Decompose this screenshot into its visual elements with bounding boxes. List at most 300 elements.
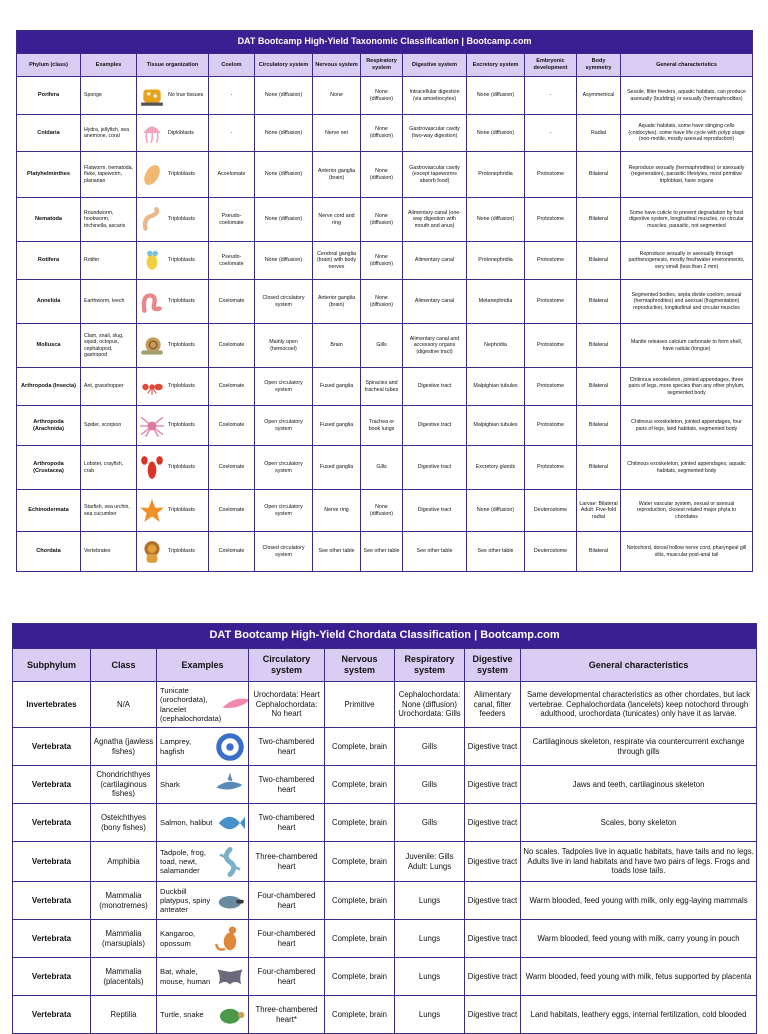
digestive-cell: Digestive tract (465, 920, 521, 958)
class-cell: Mammalia (monotremes) (91, 882, 157, 920)
circulatory-cell: Open circulatory system (255, 368, 313, 406)
table-row (17, 198, 753, 242)
examples-cell: Clam, snail, slug, squid, octopus, cephalopod, gastropod (81, 324, 137, 368)
column-header: Phylum (class) (17, 54, 81, 77)
respiratory-cell: Lungs (395, 958, 465, 996)
respiratory-cell: Gills (395, 804, 465, 842)
table-row (13, 920, 757, 958)
earthworm-icon (139, 289, 165, 315)
general-characteristics-cell: Land habitats, leathery eggs, internal fertilization, cold blooded (521, 996, 757, 1034)
examples-label: Tadpole, frog, toad, newt, salamander (160, 847, 207, 876)
respiratory-cell: See other table (361, 532, 403, 572)
column-header: Body symmetry (577, 54, 621, 77)
respiratory-cell: Gills (361, 446, 403, 490)
rotifer-icon (139, 248, 165, 274)
circulatory-cell: Open circulatory system (255, 406, 313, 446)
column-header: Circulatory system (249, 649, 325, 682)
column-header: Nervous system (313, 54, 361, 77)
coelom-cell: Pseudo-coelomate (209, 198, 255, 242)
digestive-cell: Gastrovascular cavity (except tapeworms absorb food) (403, 152, 467, 198)
tissue-cell (137, 77, 209, 115)
ant-icon (139, 374, 165, 400)
excretory-cell: Metanephridia (467, 280, 525, 324)
excretory-cell: Protonephridia (467, 242, 525, 280)
phylum-cell: Arthropoda (Arachnida) (17, 406, 81, 446)
coelom-cell: Coelomate (209, 532, 255, 572)
table-row (17, 280, 753, 324)
symmetry-cell: Asymmetrical (577, 77, 621, 115)
column-header: General characteristics (521, 649, 757, 682)
general-characteristics-cell: Scales, bony skeleton (521, 804, 757, 842)
nervous-cell: Nerve net (313, 115, 361, 152)
circulatory-cell: None (diffusion) (255, 115, 313, 152)
digestive-cell: Digestive tract (403, 490, 467, 532)
jellyfish-icon (139, 120, 165, 146)
tissue-label: Triploblasts (168, 548, 195, 555)
examples-cell: Roundworm, hookworm, trichinella, ascaris (81, 198, 137, 242)
general-characteristics-cell: Same developmental characteristics as other chordates, but lack vertebrae. Cephalochordata (lancelets) keep notochord through adulthood, urochordata (tunicates) only have it as larvae. (521, 682, 757, 728)
phylum-cell: Cnidaria (17, 115, 81, 152)
nervous-cell: Complete, brain (325, 996, 395, 1034)
coelom-cell: Coelomate (209, 280, 255, 324)
digestive-cell: Digestive tract (465, 958, 521, 996)
subphylum-cell: Vertebrata (13, 766, 91, 804)
class-cell: Osteichthyes (bony fishes) (91, 804, 157, 842)
subphylum-cell: Invertebrates (13, 682, 91, 728)
respiratory-cell: None (diffusion) (361, 152, 403, 198)
digestive-cell: Alimentary canal, filter feeders (465, 682, 521, 728)
column-header: Embryonic development (525, 54, 577, 77)
symmetry-cell: Bilateral (577, 406, 621, 446)
examples-label: Kangaroo, opossum (160, 929, 196, 948)
general-characteristics-cell: Segmented bodies, septa divide coelom, sexual (hermaphrodites) and asexual (fragmentation) reproduction, longitudinal and circular muscles (621, 280, 753, 324)
class-cell: N/A (91, 682, 157, 728)
tissue-cell (137, 368, 209, 406)
digestive-cell: Digestive tract (403, 406, 467, 446)
taxonomic-classification-table (16, 30, 753, 572)
tissue-label: Triploblasts (168, 257, 195, 264)
table-row (17, 490, 753, 532)
tissue-label: Triploblasts (168, 342, 195, 349)
circulatory-cell: Four-chambered heart (249, 958, 325, 996)
general-characteristics-cell: Reproduce sexually or asexually through parthenogenesis, mostly freshwater environments, very small (less than 2 mm) (621, 242, 753, 280)
general-characteristics-cell: Warm blooded, feed young with milk, only egg-laying mammals (521, 882, 757, 920)
table-row (17, 368, 753, 406)
embryonic-cell: Protostome (525, 198, 577, 242)
examples-cell: Earthworm, leech (81, 280, 137, 324)
respiratory-cell: None (diffusion) (361, 198, 403, 242)
examples-cell (157, 920, 249, 958)
digestive-cell: See other table (403, 532, 467, 572)
table-row (17, 115, 753, 152)
kangaroo-icon (215, 924, 245, 954)
examples-label: Turtle, snake (160, 1009, 204, 1019)
phylum-cell: Arthropoda (Crustacea) (17, 446, 81, 490)
fish-icon (215, 808, 245, 838)
examples-cell: Hydra, jellyfish, sea anemone, coral (81, 115, 137, 152)
tissue-cell (137, 198, 209, 242)
coelom-cell: Coelomate (209, 490, 255, 532)
coelom-cell: Coelomate (209, 368, 255, 406)
column-header: Digestive system (465, 649, 521, 682)
table-row (17, 242, 753, 280)
chordata-header-row (13, 649, 757, 682)
symmetry-cell: Bilateral (577, 280, 621, 324)
circulatory-cell: None (diffusion) (255, 77, 313, 115)
column-header: Subphylum (13, 649, 91, 682)
lancelet-icon (221, 690, 248, 720)
respiratory-cell: Gills (395, 728, 465, 766)
tissue-cell (137, 490, 209, 532)
general-characteristics-cell: Notochord, dorsal hollow nerve cord, pharyngeal gill slits, muscular post-anal tail (621, 532, 753, 572)
subphylum-cell: Vertebrata (13, 958, 91, 996)
tissue-label: Triploblasts (168, 507, 195, 514)
nervous-cell: Cerebral ganglia (brain) with body nerves (313, 242, 361, 280)
digestive-cell: Alimentary canal (one-way digestion with mouth and anus) (403, 198, 467, 242)
examples-cell: Flatworm, trematoda, fluke, tapeworm, planarian (81, 152, 137, 198)
general-characteristics-cell: Chitinous exoskeleton, jointed appendages, aquatic habitats, segmented body (621, 446, 753, 490)
examples-label: Salmon, halibut (160, 817, 213, 827)
class-cell: Agnatha (jawless fishes) (91, 728, 157, 766)
digestive-cell: Digestive tract (403, 446, 467, 490)
turtle-icon (215, 1000, 245, 1030)
examples-label: Duckbill platypus, spiny anteater (160, 886, 211, 915)
nervous-cell: See other table (313, 532, 361, 572)
lobster-icon (139, 455, 165, 481)
tissue-label: Diploblasts (168, 129, 194, 136)
table-row (17, 532, 753, 572)
class-cell: Amphibia (91, 842, 157, 882)
embryonic-cell: Deuterostome (525, 532, 577, 572)
examples-cell: Starfish, sea urchin, sea cucumber (81, 490, 137, 532)
column-header: Circulatory system (255, 54, 313, 77)
phylum-cell: Arthropoda (Insecta) (17, 368, 81, 406)
embryonic-cell: Protostome (525, 368, 577, 406)
respiratory-cell: Juvenile: Gills Adult: Lungs (395, 842, 465, 882)
general-characteristics-cell: Warm blooded, feed young with milk, fetus supported by placenta (521, 958, 757, 996)
taxonomy-header-row (17, 54, 753, 77)
table-row (17, 77, 753, 115)
embryonic-cell: - (525, 77, 577, 115)
tissue-cell (137, 280, 209, 324)
digestive-cell: Alimentary canal (403, 280, 467, 324)
tissue-cell (137, 446, 209, 490)
nervous-cell: Complete, brain (325, 882, 395, 920)
general-characteristics-cell: No scales. Tadpoles live in aquatic habitats, have tails and no legs. Adults live in land habitats and have two pairs of legs. Frogs and toads lose tails. (521, 842, 757, 882)
nervous-cell: Brain (313, 324, 361, 368)
examples-cell (157, 766, 249, 804)
digestive-cell: Digestive tract (465, 728, 521, 766)
circulatory-cell: Two-chambered heart (249, 804, 325, 842)
circulatory-cell: None (diffusion) (255, 152, 313, 198)
tissue-cell (137, 324, 209, 368)
circulatory-cell: Four-chambered heart (249, 920, 325, 958)
digestive-cell: Digestive tract (403, 368, 467, 406)
examples-cell: Sponge (81, 77, 137, 115)
tissue-cell (137, 152, 209, 198)
tissue-label: Triploblasts (168, 171, 195, 178)
column-header: Examples (157, 649, 249, 682)
flatworm-icon (139, 162, 165, 188)
tissue-label: Triploblasts (168, 216, 195, 223)
chordata-body (13, 682, 757, 1034)
roundworm-icon (139, 207, 165, 233)
circulatory-cell: Three-chambered heart (249, 842, 325, 882)
examples-cell: Spider, scorpion (81, 406, 137, 446)
circulatory-cell: Closed circulatory system (255, 532, 313, 572)
excretory-cell: None (diffusion) (467, 77, 525, 115)
digestive-cell: Digestive tract (465, 882, 521, 920)
symmetry-cell: Bilateral (577, 532, 621, 572)
phylum-cell: Mollusca (17, 324, 81, 368)
embryonic-cell: Protostome (525, 152, 577, 198)
column-header: Excretory system (467, 54, 525, 77)
nervous-cell: Complete, brain (325, 766, 395, 804)
tissue-cell (137, 115, 209, 152)
nervous-cell: Fused ganglia (313, 406, 361, 446)
examples-cell (157, 842, 249, 882)
respiratory-cell: Gills (361, 324, 403, 368)
embryonic-cell: Deuterostome (525, 490, 577, 532)
snail-icon (139, 333, 165, 359)
digestive-cell: Alimentary canal (403, 242, 467, 280)
shark-icon (215, 770, 245, 800)
subphylum-cell: Vertebrata (13, 882, 91, 920)
nervous-cell: Complete, brain (325, 728, 395, 766)
nervous-cell: Primitive (325, 682, 395, 728)
chordata-classification-table (12, 623, 757, 1034)
tissue-cell (137, 406, 209, 446)
table-row (13, 682, 757, 728)
tissue-cell (137, 532, 209, 572)
class-cell: Chondrichthyes (cartilaginous fishes) (91, 766, 157, 804)
respiratory-cell: Lungs (395, 920, 465, 958)
nervous-cell: Complete, brain (325, 804, 395, 842)
embryonic-cell: Protostome (525, 280, 577, 324)
excretory-cell: Nephridia (467, 324, 525, 368)
symmetry-cell: Bilateral (577, 324, 621, 368)
examples-cell (157, 958, 249, 996)
column-header: Respiratory system (361, 54, 403, 77)
table-row (17, 324, 753, 368)
examples-label: Shark (160, 779, 180, 789)
phylum-cell: Nematoda (17, 198, 81, 242)
chordata-title: DAT Bootcamp High-Yield Chordata Classification | Bootcamp.com (13, 624, 757, 649)
respiratory-cell: None (diffusion) (361, 490, 403, 532)
nervous-cell: Complete, brain (325, 920, 395, 958)
bat-icon (215, 962, 245, 992)
respiratory-cell: None (diffusion) (361, 77, 403, 115)
respiratory-cell: Spiracles and tracheal tubes (361, 368, 403, 406)
circulatory-cell: Open circulatory system (255, 490, 313, 532)
table-row (13, 842, 757, 882)
general-characteristics-cell: Water vascular system, sexual or asexual reproduction, closest related major phyla to chordates (621, 490, 753, 532)
symmetry-cell: Larvae: Bilateral Adult: Five-fold radial (577, 490, 621, 532)
column-header: Coelom (209, 54, 255, 77)
embryonic-cell: Protostome (525, 242, 577, 280)
digestive-cell: Gastrovascular cavity (two-way digestion) (403, 115, 467, 152)
column-header: Class (91, 649, 157, 682)
taxonomy-body (17, 77, 753, 572)
embryonic-cell: Protostome (525, 446, 577, 490)
excretory-cell: See other table (467, 532, 525, 572)
examples-cell: Vertebrates (81, 532, 137, 572)
circulatory-cell: Closed circulatory system (255, 280, 313, 324)
spider-icon (139, 413, 165, 439)
nervous-cell: Complete, brain (325, 958, 395, 996)
nervous-cell: Complete, brain (325, 842, 395, 882)
respiratory-cell: Trachea or book lungs (361, 406, 403, 446)
coelom-cell: Acoelomate (209, 152, 255, 198)
general-characteristics-cell: Chitinous exoskeleton, jointed appendages, three pairs of legs, more species than any other phylum, segmented body (621, 368, 753, 406)
respiratory-cell: None (diffusion) (361, 115, 403, 152)
circulatory-cell: None (diffusion) (255, 198, 313, 242)
coelom-cell: - (209, 115, 255, 152)
examples-cell (157, 882, 249, 920)
circulatory-cell: Mainly open (hemocoel) (255, 324, 313, 368)
general-characteristics-cell: Cartilaginous skeleton, respirate via countercurrent exchange through gills (521, 728, 757, 766)
general-characteristics-cell: Jaws and teeth, cartilaginous skeleton (521, 766, 757, 804)
general-characteristics-cell: Aquatic habitats, some have stinging cells (cnidocytes), some have life cycle with polyp stage (non-motile, mostly asexual reproduction) (621, 115, 753, 152)
examples-cell (157, 728, 249, 766)
column-header: Digestive system (403, 54, 467, 77)
examples-cell (157, 682, 249, 728)
examples-cell (157, 804, 249, 842)
embryonic-cell: - (525, 115, 577, 152)
tissue-label: Triploblasts (168, 422, 195, 429)
phylum-cell: Rotifera (17, 242, 81, 280)
examples-label: Tunicate (urochordata), lancelet (cephalochordata) (160, 686, 222, 723)
phylum-cell: Porifera (17, 77, 81, 115)
class-cell: Mammalia (placentals) (91, 958, 157, 996)
symmetry-cell: Bilateral (577, 242, 621, 280)
nervous-cell: None (313, 77, 361, 115)
embryonic-cell: Protostome (525, 324, 577, 368)
examples-label: Lamprey, hagfish (160, 737, 192, 756)
class-cell: Reptilia (91, 996, 157, 1034)
taxonomy-title: DAT Bootcamp High-Yield Taxonomic Classification | Bootcamp.com (17, 31, 753, 54)
tissue-label: Triploblasts (168, 383, 195, 390)
circulatory-cell: Three-chambered heart* (249, 996, 325, 1034)
embryonic-cell: Protostome (525, 406, 577, 446)
circulatory-cell: Urochordata: Heart Cephalochordata: No heart (249, 682, 325, 728)
tissue-label: Triploblasts (168, 298, 195, 305)
symmetry-cell: Bilateral (577, 446, 621, 490)
general-characteristics-cell: Chitinous exoskeleton, jointed appendages, four pairs of legs, land habitats, segmented body (621, 406, 753, 446)
symmetry-cell: Bilateral (577, 198, 621, 242)
tissue-label: No true tissues (168, 92, 204, 99)
respiratory-cell: Lungs (395, 996, 465, 1034)
excretory-cell: None (diffusion) (467, 198, 525, 242)
general-characteristics-cell: Mantle releases calcium carbonate to form shell, have radula (tongue) (621, 324, 753, 368)
excretory-cell: None (diffusion) (467, 490, 525, 532)
excretory-cell: Malpighian tubules (467, 368, 525, 406)
general-characteristics-cell: Reproduce sexually (hermaphrodites) or asexually (regeneration), parasitic lifestyles, most primitive triploblast, have organs (621, 152, 753, 198)
symmetry-cell: Bilateral (577, 368, 621, 406)
circulatory-cell: None (diffusion) (255, 242, 313, 280)
examples-cell: Rotifer (81, 242, 137, 280)
column-header: Examples (81, 54, 137, 77)
nervous-cell: Fused ganglia (313, 446, 361, 490)
table-row (13, 996, 757, 1034)
excretory-cell: None (diffusion) (467, 115, 525, 152)
subphylum-cell: Vertebrata (13, 920, 91, 958)
digestive-cell: Intracellular digestion (via amoebocytes) (403, 77, 467, 115)
table-row (13, 804, 757, 842)
lion-icon (139, 539, 165, 565)
respiratory-cell: Cephalochordata: None (diffusion) Urochordata: Gills (395, 682, 465, 728)
column-header: Respiratory system (395, 649, 465, 682)
coelom-cell: Coelomate (209, 446, 255, 490)
examples-label: Bat, whale, mouse, human (160, 967, 211, 986)
general-characteristics-cell: Warm blooded, feed young with milk, carry young in pouch (521, 920, 757, 958)
phylum-cell: Platyhelminthes (17, 152, 81, 198)
tissue-label: Triploblasts (168, 464, 195, 471)
phylum-cell: Chordata (17, 532, 81, 572)
starfish-icon (139, 498, 165, 524)
phylum-cell: Echinodermata (17, 490, 81, 532)
tissue-cell (137, 242, 209, 280)
nervous-cell: Nerve cord and ring (313, 198, 361, 242)
excretory-cell: Malpighian tubules (467, 406, 525, 446)
symmetry-cell: Radial (577, 115, 621, 152)
table-row (13, 882, 757, 920)
table-row (13, 766, 757, 804)
examples-cell: Lobster, crayfish, crab (81, 446, 137, 490)
sponge-icon (139, 83, 165, 109)
nervous-cell: Fused ganglia (313, 368, 361, 406)
phylum-cell: Annelida (17, 280, 81, 324)
coelom-cell: - (209, 77, 255, 115)
coelom-cell: Coelomate (209, 406, 255, 446)
table-row (17, 152, 753, 198)
nervous-cell: Anterior ganglia (brain) (313, 152, 361, 198)
examples-cell: Ant, grasshopper (81, 368, 137, 406)
respiratory-cell: Gills (395, 766, 465, 804)
coelom-cell: Coelomate (209, 324, 255, 368)
table-row (17, 406, 753, 446)
salamander-icon (215, 847, 245, 877)
digestive-cell: Alimentary canal and accessory organs (digestive tract) (403, 324, 467, 368)
respiratory-cell: None (diffusion) (361, 242, 403, 280)
excretory-cell: Excretory glands (467, 446, 525, 490)
respiratory-cell: Lungs (395, 882, 465, 920)
column-header: General characteristics (621, 54, 753, 77)
nervous-cell: Anterior ganglia (brain) (313, 280, 361, 324)
circulatory-cell: Two-chambered heart (249, 766, 325, 804)
circulatory-cell: Two-chambered heart (249, 728, 325, 766)
table-row (13, 728, 757, 766)
subphylum-cell: Vertebrata (13, 804, 91, 842)
nervous-cell: Nerve ring (313, 490, 361, 532)
coelom-cell: Pseudo-coelomate (209, 242, 255, 280)
table-row (13, 958, 757, 996)
table-row (17, 446, 753, 490)
lamprey-icon (215, 732, 245, 762)
examples-cell (157, 996, 249, 1034)
digestive-cell: Digestive tract (465, 766, 521, 804)
symmetry-cell: Bilateral (577, 152, 621, 198)
digestive-cell: Digestive tract (465, 804, 521, 842)
column-header: Nervous system (325, 649, 395, 682)
class-cell: Mammalia (marsupials) (91, 920, 157, 958)
digestive-cell: Digestive tract (465, 842, 521, 882)
respiratory-cell: None (diffusion) (361, 280, 403, 324)
excretory-cell: Protonephridia (467, 152, 525, 198)
subphylum-cell: Vertebrata (13, 842, 91, 882)
subphylum-cell: Vertebrata (13, 996, 91, 1034)
circulatory-cell: Open circulatory system (255, 446, 313, 490)
